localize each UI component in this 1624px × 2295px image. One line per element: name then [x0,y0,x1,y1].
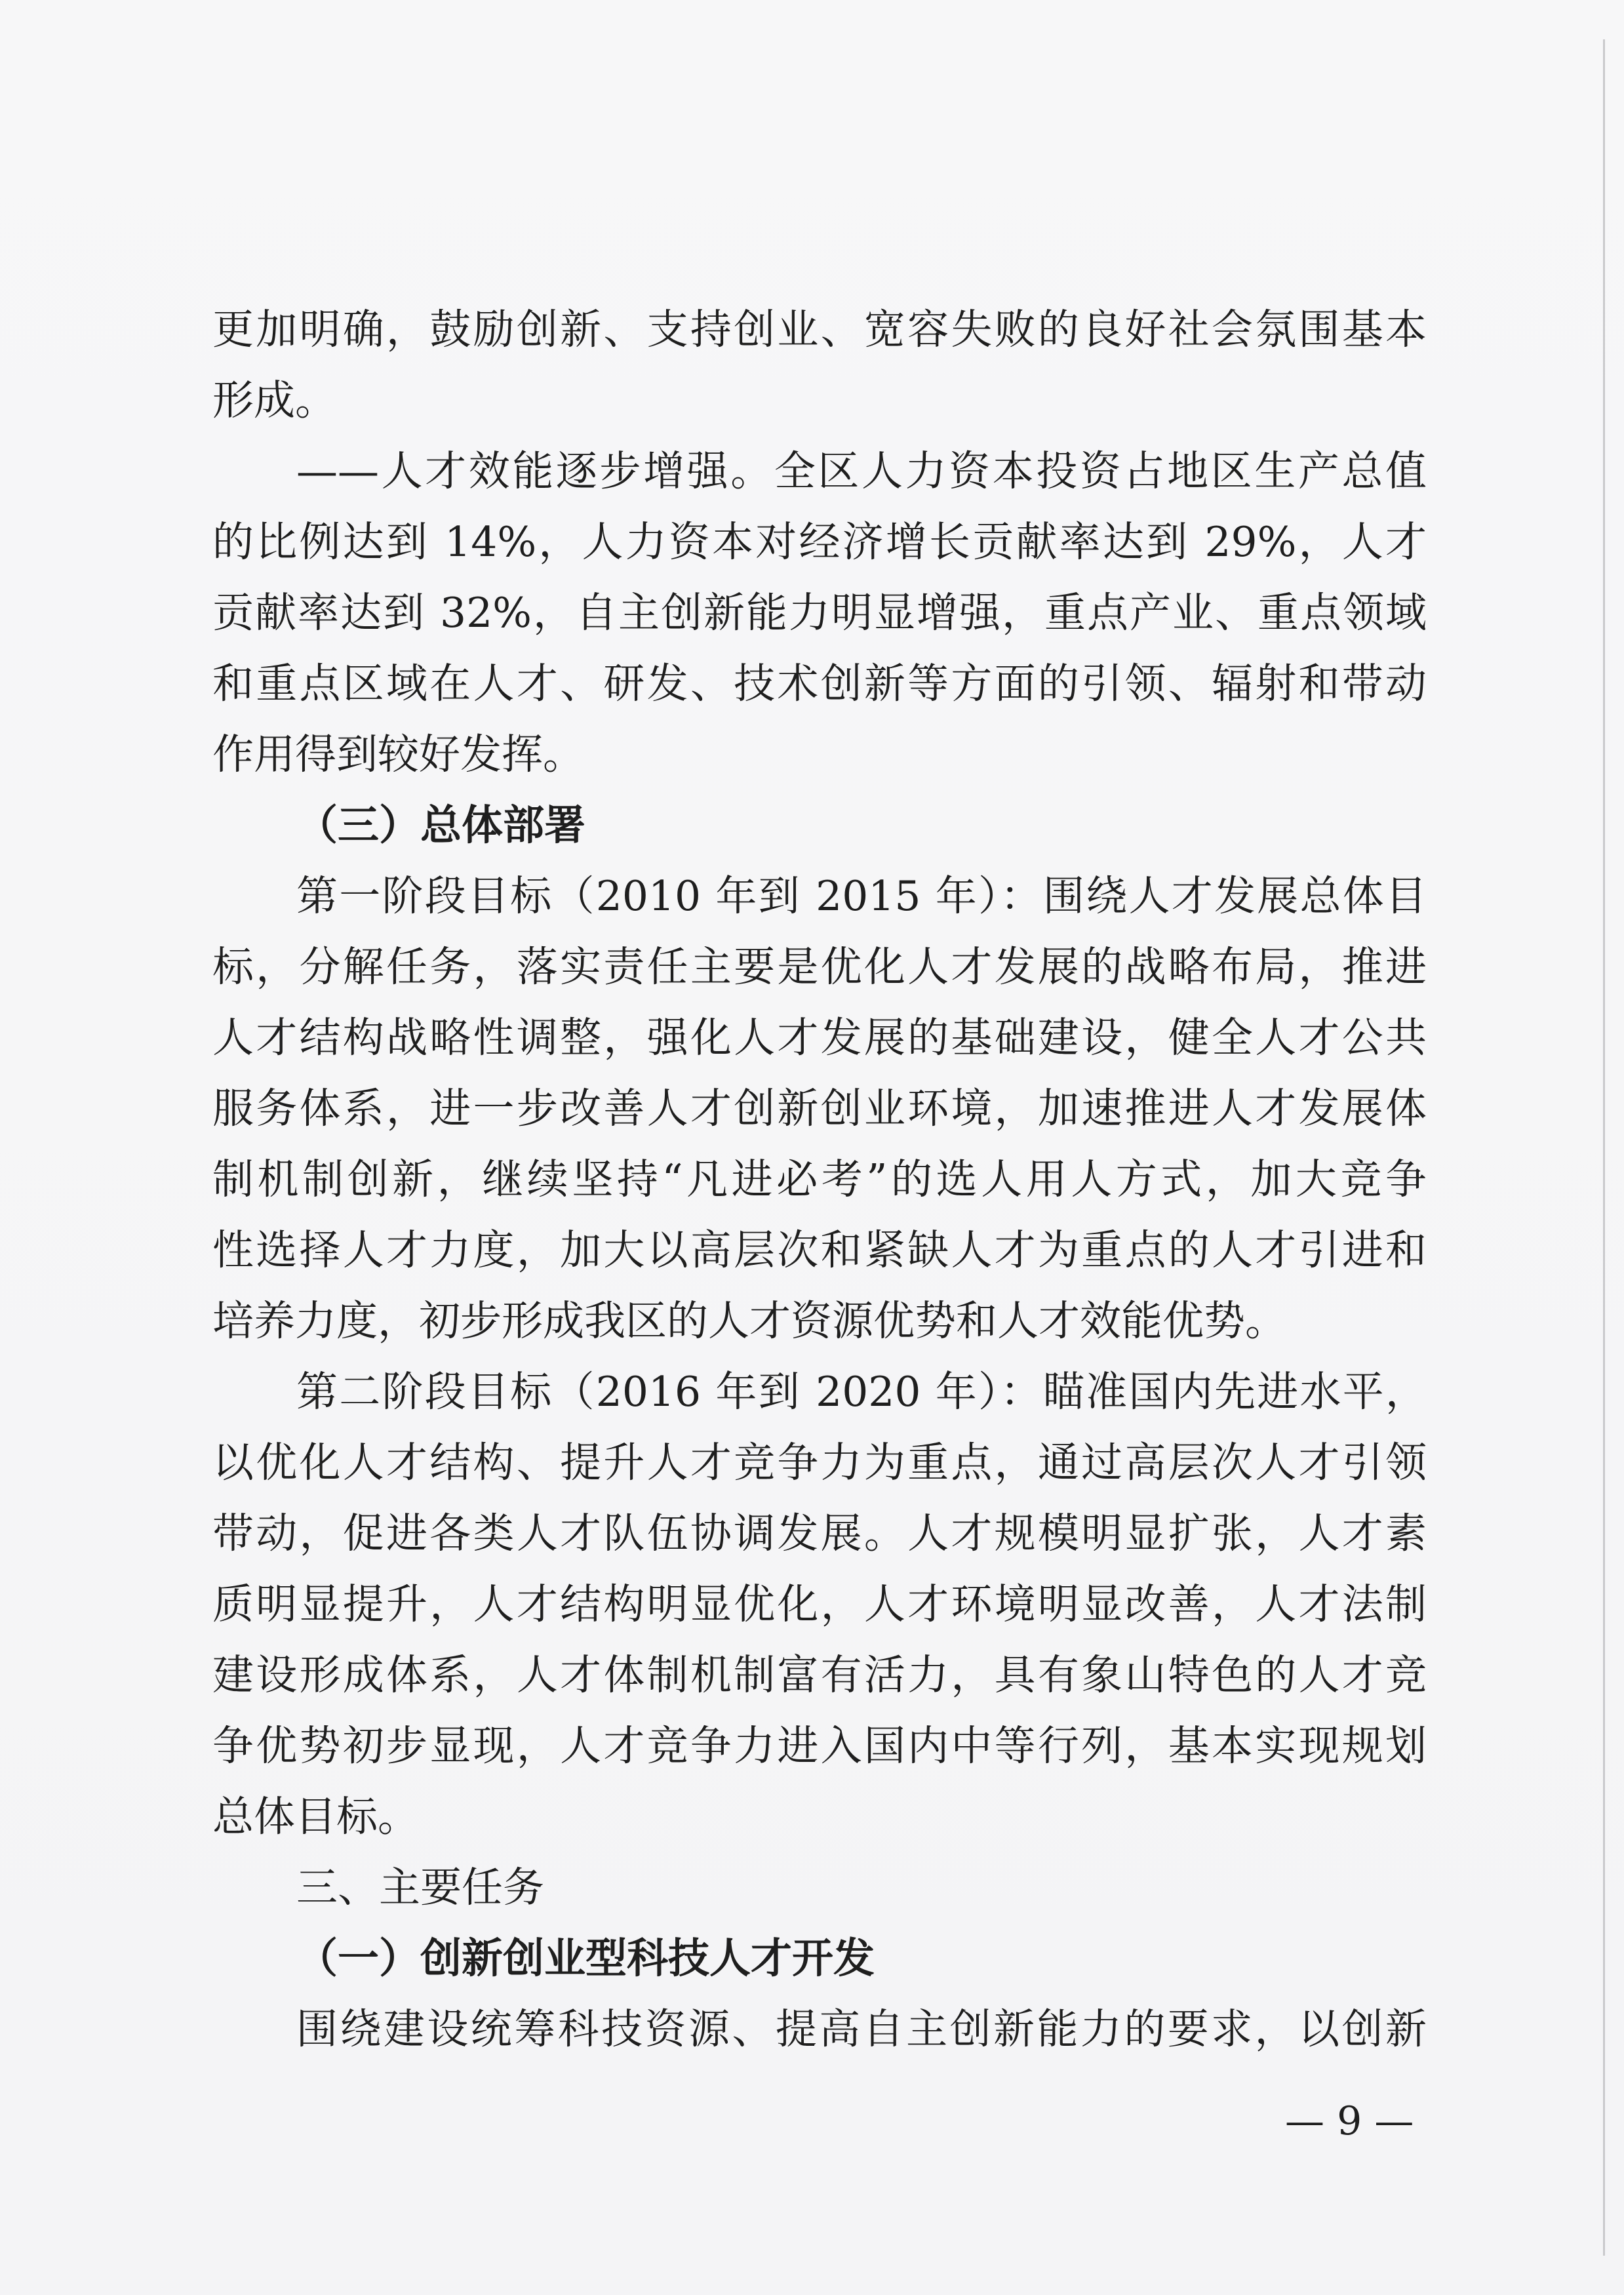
text-line: 形成。 [212,376,336,424]
text-line: 以优化人才结构、提升人才竞争力为重点，通过高层次人才引领 [212,1439,1427,1487]
text-line: 带动，促进各类人才队伍协调发展。人才规模明显扩张，人才素 [212,1509,1427,1557]
text-line: 建设形成体系，人才体制机制富有活力，具有象山特色的人才竞 [212,1651,1427,1699]
text-line: 培养力度，初步形成我区的人才资源优势和人才效能优势。 [212,1297,1286,1345]
text-line: 总体目标。 [212,1793,419,1841]
section-heading: 三、主要任务 [296,1864,544,1911]
page-number: — 9 — [1285,2098,1414,2144]
text-line: 性选择人才力度，加大以高层次和紧缺人才为重点的人才引进和 [212,1226,1427,1274]
text-line: 争优势初步显现，人才竞争力进入国内中等行列，基本实现规划 [212,1722,1427,1770]
text-line: 第二阶段目标（2016 年到 2020 年）：瞄准国内先进水平， [296,1368,1427,1416]
text-line: 贡献率达到 32%，自主创新能力明显增强，重点产业、重点领域 [212,589,1427,637]
text-line: ——人才效能逐步增强。全区人力资本投资占地区生产总值 [296,447,1427,495]
text-line: 质明显提升，人才结构明显优化，人才环境明显改善，人才法制 [212,1580,1427,1628]
text-line: 作用得到较好发挥。 [212,730,584,778]
text-line: 和重点区域在人才、研发、技术创新等方面的引领、辐射和带动 [212,660,1427,708]
text-line: 第一阶段目标（2010 年到 2015 年）：围绕人才发展总体目 [296,872,1427,920]
text-line: 更加明确，鼓励创新、支持创业、宽容失败的良好社会氛围基本 [212,306,1427,353]
scan-edge-mark [1603,39,1605,2256]
text-line: 制机制创新，继续坚持“凡进必考”的选人用人方式，加大竞争 [212,1155,1427,1203]
text-line: 标，分解任务，落实责任主要是优化人才发展的战略布局，推进 [212,943,1427,991]
text-line: 服务体系，进一步改善人才创新创业环境，加速推进人才发展体 [212,1085,1427,1132]
subsection-heading: （一）创新创业型科技人才开发 [296,1934,875,1982]
text-line: 围绕建设统筹科技资源、提高自主创新能力的要求，以创新 [296,2005,1427,2053]
text-line: 人才结构战略性调整，强化人才发展的基础建设，健全人才公共 [212,1014,1427,1062]
text-line: 的比例达到 14%，人力资本对经济增长贡献率达到 29%，人才 [212,518,1427,566]
section-heading: （三）总体部署 [296,801,585,849]
